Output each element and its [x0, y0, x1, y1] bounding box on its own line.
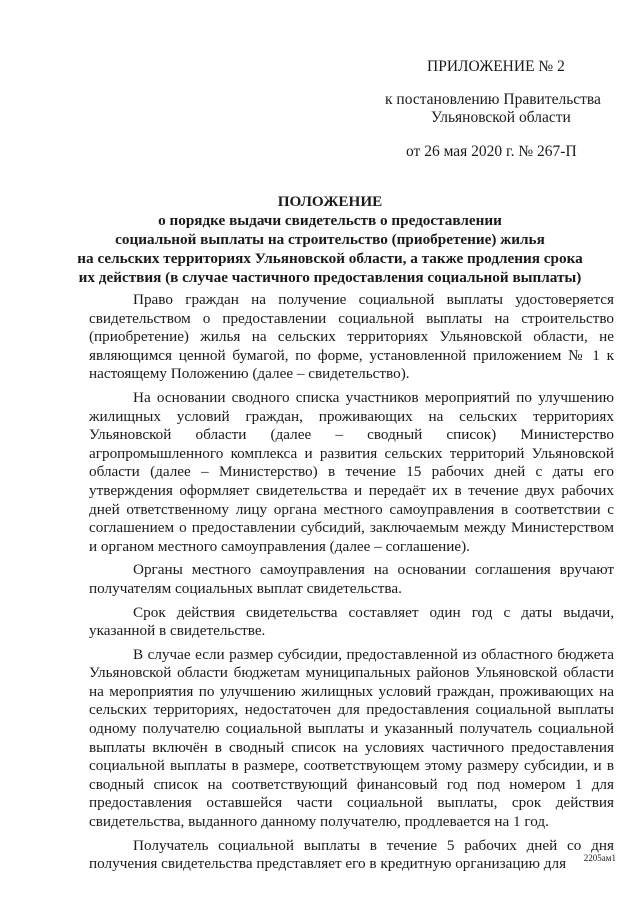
title-heading: ПОЛОЖЕНИЕ — [277, 193, 383, 210]
document-body — [89, 291, 614, 879]
title-line: на сельских территориях Ульяновской области, а также продления срока — [77, 250, 583, 267]
body-paragraph: Органы местного самоуправления на основании соглашения вручают получателям социальных выплат свидетельства. — [89, 561, 614, 597]
document-title — [70, 192, 590, 287]
region-name: Ульяновской области — [431, 109, 571, 126]
body-paragraph: В случае если размер субсидии, предоставленной из областного бюджета Ульяновской области бюджетам муниципальных районов Ульяновской области на мероприятия по улучшению жилищных условий граждан, проживающих на сельских территориях, недостаточен для предоставления социальной выплаты одному получателю социальной выплаты и указанный получатель социальной выплаты включён в сводный список на условиях частичного предоставления социальной выплаты в размере, соответствующем этому размеру субсидии, и в сводный список на соответствующий финансовый год под номером 1 для предоставления оставшейся части социальной выплаты, срок действия свидетельства, выданного данному получателю, продлевается на 1 год. — [89, 645, 614, 831]
appendix-number: ПРИЛОЖЕНИЕ № 2 — [427, 58, 565, 75]
body-paragraph: Право граждан на получение социальной выплаты удостоверяется свидетельством о предоставлении социальной выплаты на строительство (приобретение) жилья на сельских территориях Ульяновской области, не являющимся ценной бумагой, по форме, установленной приложением № 1 к настоящему Положению (далее – свидетельство). — [89, 291, 614, 383]
body-paragraph: Срок действия свидетельства составляет один год с даты выдачи, указанной в свидетельстве. — [89, 603, 614, 640]
body-paragraph: На основании сводного списка участников мероприятий по улучшению жилищных условий граждан, проживающих на сельских территориях Ульяновской области (далее – сводный список) Министерство агропромышленного комплекса и развития сельских территорий Ульяновской области (далее – Министерство) в течение 15 рабочих дней с даты его утверждения оформляет свидетельства и передаёт их в течение двух рабочих дней ответственному лицу органа местного самоуправления в соответствии с соглашением о предоставлении субсидий, заключаемым между Министерством и органом местного самоуправления (далее – соглашение). — [89, 388, 614, 555]
document-code: 2205ам1 — [583, 853, 616, 863]
resolution-date-number: от 26 мая 2020 г. № 267-П — [406, 143, 577, 160]
title-line: о порядке выдачи свидетельств о предоставлении — [158, 212, 502, 229]
body-paragraph: Получатель социальной выплаты в течение 5 рабочих дней со дня получения свидетельства представляет его в кредитную организацию для — [89, 836, 614, 873]
title-line: их действия (в случае частичного предоставления социальной выплаты) — [78, 269, 582, 286]
resolution-reference: к постановлению Правительства — [385, 91, 601, 108]
title-line: социальной выплаты на строительство (приобретение) жилья — [115, 231, 545, 248]
